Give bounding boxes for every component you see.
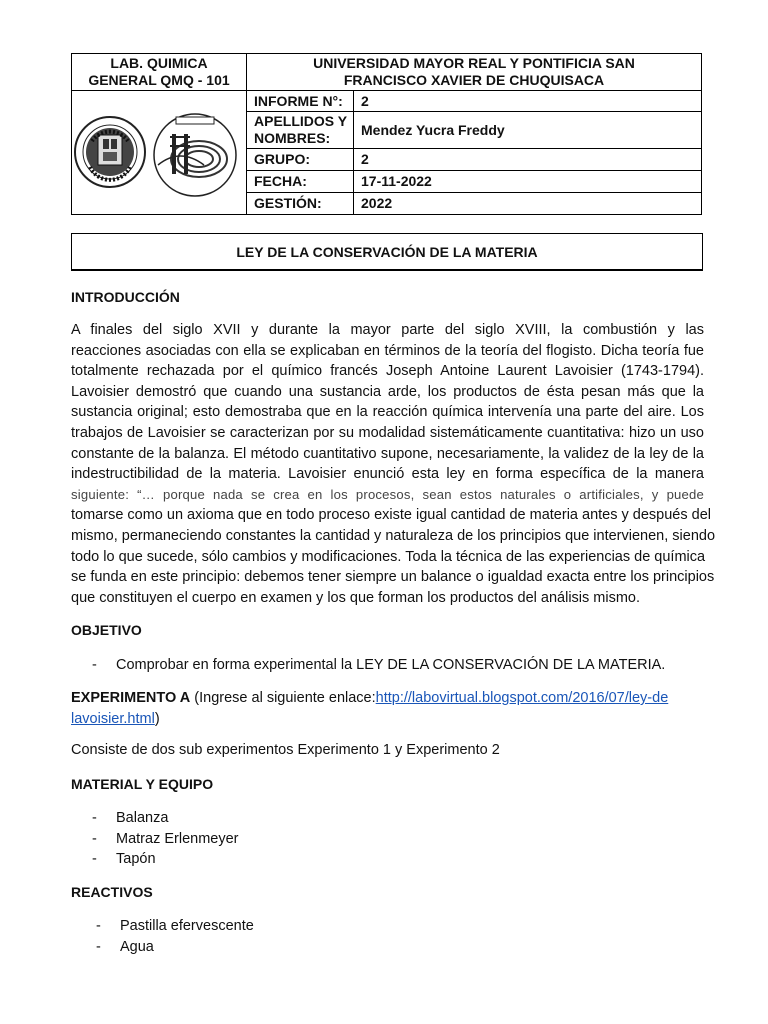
intro-line: totalmente rechazada por el químico francés Joseph Antoine Laurent Lavoisier (1743-1794). [71,363,704,380]
experiment-link-continued[interactable]: lavoisier.html [71,710,155,727]
intro-line: reacciones asociadas con ella se explicaban en términos de la teoría del flogisto. Dicha teoría fue [71,342,704,359]
name-value: Mendez Yucra Freddy [354,112,702,149]
material-heading: MATERIAL Y EQUIPO [71,776,214,792]
intro-line: todo lo que sucede, sólo cambios y modificaciones. Toda la técnica de las experiencias de química [71,548,706,565]
intro-line: indestructibilidad de la materia. Lavoisier enunció esta ley en forma específica de la manera [71,466,704,483]
reagent-item: Agua [120,938,154,955]
faculty-logo-icon [154,114,236,196]
bullet-dash: - [92,851,97,867]
name-label: APELLIDOS Y NOMBRES: [247,112,354,149]
report-number-value: 2 [354,91,702,112]
objective-heading: OBJETIVO [71,622,142,638]
list-item [92,829,238,850]
bullet-dash: - [92,657,97,673]
intro-line: sustancia original; esto demostraba que en la reacción química intervenía una parte del aire. Los [71,404,704,421]
document-title: LEY DE LA CONSERVACIÓN DE LA MATERIA [71,233,703,270]
group-value: 2 [354,149,702,171]
intro-line: tomarse como un axioma que en todo proceso existe igual cantidad de materia antes y después del [71,507,711,524]
experiment-block [71,688,711,729]
material-list [92,808,238,870]
intro-heading: INTRODUCCIÓN [71,289,180,305]
list-item [92,655,665,676]
experiment-link[interactable]: http://labovirtual.blogspot.com/2016/07/ley-de [375,690,669,706]
objective-list [92,655,665,676]
year-label: GESTIÓN: [247,193,354,215]
material-item: Matraz Erlenmeyer [116,830,239,847]
header-table [71,53,702,215]
date-label: FECHA: [247,171,354,193]
material-item: Balanza [116,810,169,826]
reagent-item: Pastilla efervescente [120,918,254,934]
intro-line: trabajos de Lavoisier se caracterizan por su modalidad sistemáticamente cuantitativa: hizo un uso [71,424,704,441]
intro-quote-line: siguiente: “… porque nada se crea en los procesos, sean estos naturales o artificiales, y puede [71,486,704,502]
logos-cell [72,91,247,215]
intro-line: constante de la balanza. El método cuantitativo supone, necesariamente, la validez de la ley de la [71,445,704,462]
group-label: GRUPO: [247,149,354,171]
bullet-dash: - [92,810,97,826]
university-cell [247,54,702,91]
experiment-suffix: ) [154,710,160,727]
lab-title-line1: LAB. QUIMICA [110,55,208,71]
objective-text: Comprobar en forma experimental la LEY DE LA CONSERVACIÓN DE LA MATERIA. [116,657,666,673]
experiment-prefix: (Ingrese al siguiente enlace: [190,690,376,706]
lab-title-line2: GENERAL QMQ - 101 [88,72,230,88]
material-item: Tapón [116,851,156,867]
intro-line: A finales del siglo XVII y durante la mayor parte del siglo XVIII, la combustión y las [71,322,704,338]
intro-paragraph [71,320,716,608]
date-value: 17-11-2022 [354,171,702,193]
experiment-description: Consiste de dos sub experimentos Experimento 1 y Experimento 2 [71,742,500,758]
intro-line: se funda en este principio: debemos tener siempre un balance o igualdad exacta entre los principios [71,569,715,586]
bullet-dash: - [96,918,101,934]
report-number-label: INFORME N°: [247,91,354,112]
reagents-heading: REACTIVOS [71,884,153,900]
intro-line: mismo, permaneciendo constantes la cantidad y naturaleza de los principios que intervienen, siendo [71,527,716,544]
year-value: 2022 [354,193,702,215]
university-seal-logo [72,91,247,214]
list-item [92,849,238,870]
lab-cell [72,54,247,91]
experiment-label: EXPERIMENTO A [71,690,191,706]
list-item [92,808,238,829]
seal-left-icon [75,117,145,187]
intro-line: que constituyen el cuerpo en examen y los que forman los productos del análisis mismo. [71,589,641,606]
university-line1: UNIVERSIDAD MAYOR REAL Y PONTIFICIA SAN [313,55,635,71]
list-item [96,937,254,958]
university-line2: FRANCISCO XAVIER DE CHUQUISACA [343,72,605,88]
bullet-dash: - [96,938,101,955]
bullet-dash: - [92,830,97,847]
intro-line: Lavoisier demostró que cuando una sustancia arde, los productos de ésta pesan más que la [71,383,704,400]
reagents-list [96,916,254,957]
list-item [96,916,254,937]
